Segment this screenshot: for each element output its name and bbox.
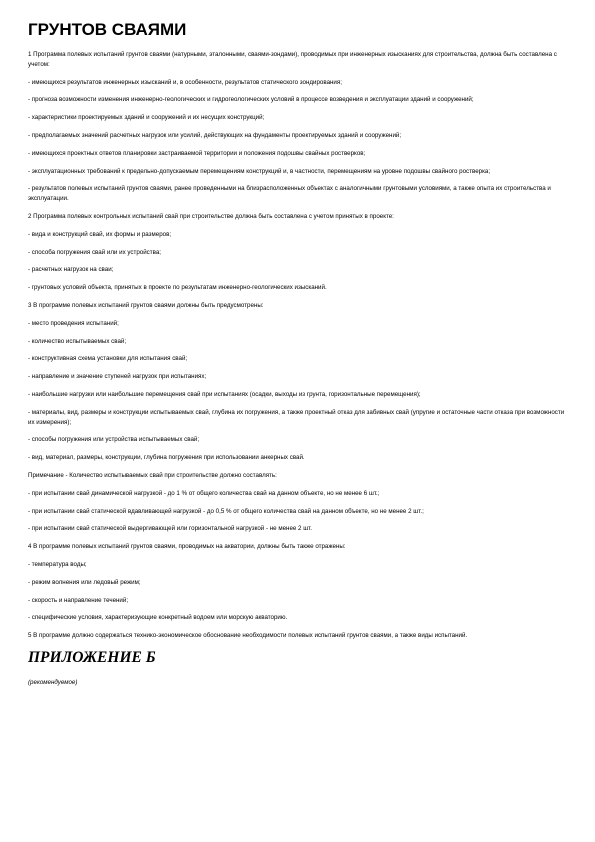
paragraph: - вида и конструкций свай, их формы и размеров;: [28, 230, 172, 238]
paragraph: - предполагаемых значений расчетных нагрузок или усилий, действующих на фундаменты проектируемых зданий и сооружений;: [28, 131, 402, 139]
paragraph: - при испытании свай динамической нагрузкой - до 1 % от общего количества свай на данном объекте, но не менее 6 шт.;: [28, 489, 380, 497]
paragraph: - способы погружения или устройства испытываемых свай;: [28, 436, 200, 444]
paragraph: - скорость и направление течений;: [28, 596, 129, 604]
paragraph: - вид, материал, размеры, конструкции, глубина погружения при использовании анкерных свай.: [28, 454, 305, 462]
paragraph: - специфические условия, характеризующие конкретный водоем или морскую акваторию.: [28, 614, 288, 622]
paragraph: - режим волнения или ледовый режим;: [28, 578, 141, 586]
paragraph: - направление и значение ступеней нагрузок при испытаниях;: [28, 373, 207, 381]
paragraph: - при испытании свай статической выдергивающей или горизонтальной нагрузкой - не менее 2 шт.: [28, 525, 313, 533]
paragraph: - результатов полевых испытаний грунтов сваями, ранее проведенными на близрасположенных объектах с аналогичными грунтовыми условиями, а также опыта их строительства и эксплуатации.: [28, 185, 551, 203]
paragraph: - расчетных нагрузок на сваи;: [28, 266, 114, 274]
paragraph: - при испытании свай статической вдавливающей нагрузкой - до 0,5 % от общего количества свай на данном объекте, но не менее 2 шт.;: [28, 507, 424, 515]
paragraph: - температура воды;: [28, 560, 87, 568]
paragraph: - грунтовых условий объекта, принятых в проекте по результатам инженерно-геологических изысканий.: [28, 284, 327, 292]
paragraph: 4 В программе полевых испытаний грунтов сваями, проводимых на акватории, должны быть также отражены:: [28, 543, 346, 551]
paragraph: Примечание - Количество испытываемых свай при строительстве должно составлять:: [28, 471, 277, 479]
paragraph-list: [28, 50, 567, 641]
paragraph: - материалы, вид, размеры и конструкции испытываемых свай, глубина их погружения, а также проектный отказ для забивных свай (упругие и остаточные части отказа при возможности их измерения);: [28, 408, 565, 426]
paragraph: - количество испытываемых свай;: [28, 337, 127, 345]
appendix-heading: ПРИЛОЖЕНИЕ Б: [28, 648, 156, 666]
paragraph: - имеющихся результатов инженерных изысканий и, в особенности, результатов статического зондирования;: [28, 78, 342, 86]
paragraph: 2 Программа полевых контрольных испытаний свай при строительстве должна быть составлена с учетом принятых в проекте:: [28, 212, 394, 220]
paragraph: - прогноза возможности изменения инженерно-геологических и гидрогеологических условий в процессе возведения и эксплуатации зданий и сооружений;: [28, 96, 474, 104]
paragraph: 1 Программа полевых испытаний грунтов сваями (натурными, эталонными, сваями-зондами), проводимых при инженерных изысканиях для строительства, должна быть составлена с учетом:: [28, 51, 557, 68]
paragraph: - конструктивная схема установки для испытания свай;: [28, 355, 188, 363]
document-title: ГРУНТОВ СВАЯМИ: [28, 20, 187, 39]
paragraph: - наибольшие нагрузки или наибольшие перемещения свай при испытаниях (осадки, выходы из грунта, горизонтальные перемещения);: [28, 390, 421, 398]
paragraph: - место проведения испытаний;: [28, 319, 119, 327]
paragraph: - способа погружения свай или их устройства;: [28, 248, 161, 256]
paragraph: - эксплуатационных требований к предельно-допускаемым перемещениям конструкций и, в частности, перемещениям на уровне подошвы свайного ростверка;: [28, 167, 491, 175]
paragraph: - имеющихся проектных ответов планировки застраиваемой территории и положения подошвы свайных ростверков;: [28, 149, 366, 157]
appendix-note: (рекомендуемое): [28, 678, 78, 686]
paragraph: - характеристики проектируемых зданий и сооружений и их несущих конструкций;: [28, 114, 265, 122]
paragraph: 3 В программе полевых испытаний грунтов сваями должны быть предусмотрены:: [28, 301, 264, 309]
paragraph: 5 В программе должно содержаться технико-экономическое обоснование необходимости полевых испытаний грунтов сваями, а также виды испытаний.: [28, 632, 468, 640]
